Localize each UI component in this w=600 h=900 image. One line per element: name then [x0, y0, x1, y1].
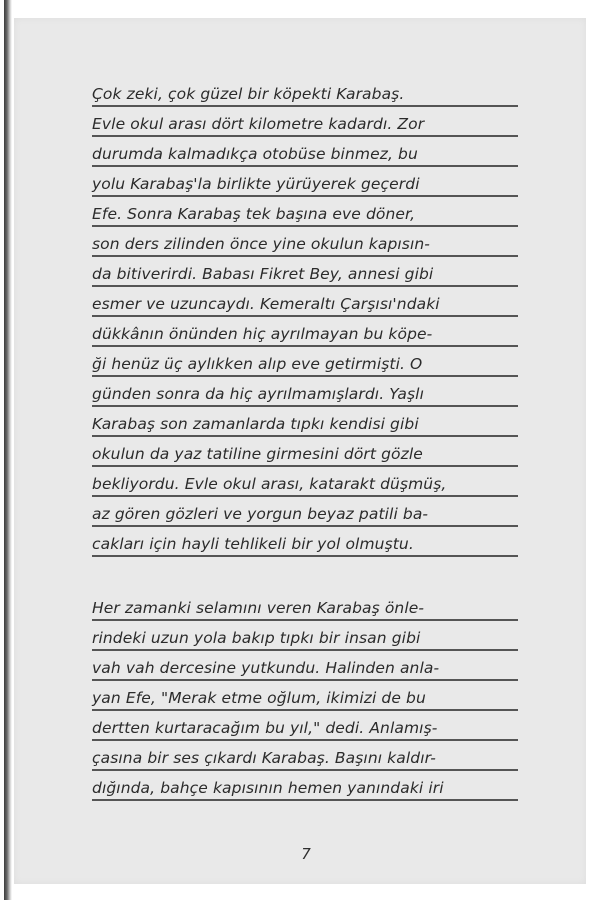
text-line: da bitiverirdi. Babası Fikret Bey, annesi gibi	[92, 264, 518, 290]
text-line: dertten kurtaracağım bu yıl," dedi. Anlamış-	[92, 718, 518, 744]
book-spine-edge	[0, 0, 12, 900]
text-line: Karabaş son zamanlarda tıpkı kendisi gibi	[92, 414, 518, 440]
show-through-text	[150, 573, 510, 587]
text-line: yolu Karabaş'la birlikte yürüyerek geçerdi	[92, 174, 518, 200]
text-line: günden sonra da hiç ayrılmamışlardı. Yaşlı	[92, 384, 518, 410]
text-line: son ders zilinden önce yine okulun kapısın-	[92, 234, 518, 260]
text-line: çasına bir ses çıkardı Karabaş. Başını kaldır-	[92, 748, 518, 774]
text-line: durumda kalmadıkça otobüse binmez, bu	[92, 144, 518, 170]
text-line: az gören gözleri ve yorgun beyaz patili ba-	[92, 504, 518, 530]
text-line: Efe. Sonra Karabaş tek başına eve döner,	[92, 204, 518, 230]
text-line: Her zamanki selamını veren Karabaş önle-	[92, 598, 518, 624]
page-number: 7	[301, 845, 311, 863]
text-line: vah vah dercesine yutkundu. Halinden anla-	[92, 658, 518, 684]
text-line: bekliyordu. Evle okul arası, katarakt düşmüş,	[92, 474, 518, 500]
text-line: esmer ve uzuncaydı. Kemeraltı Çarşısı'ndaki	[92, 294, 518, 320]
text-line: dığında, bahçe kapısının hemen yanındaki iri	[92, 778, 518, 804]
text-line: rindeki uzun yola bakıp tıpkı bir insan gibi	[92, 628, 518, 654]
text-line: Çok zeki, çok güzel bir köpekti Karabaş.	[92, 84, 518, 110]
text-line: yan Efe, "Merak etme oğlum, ikimizi de bu	[92, 688, 518, 714]
text-line: Evle okul arası dört kilometre kadardı. Zor	[92, 114, 518, 140]
text-line: okulun da yaz tatiline girmesini dört gözle	[92, 444, 518, 470]
text-line: cakları için hayli tehlikeli bir yol olmuştu.	[92, 534, 518, 560]
text-line: dükkânın önünden hiç ayrılmayan bu köpe-	[92, 324, 518, 350]
text-line: ği henüz üç aylıkken alıp eve getirmişti. O	[92, 354, 518, 380]
